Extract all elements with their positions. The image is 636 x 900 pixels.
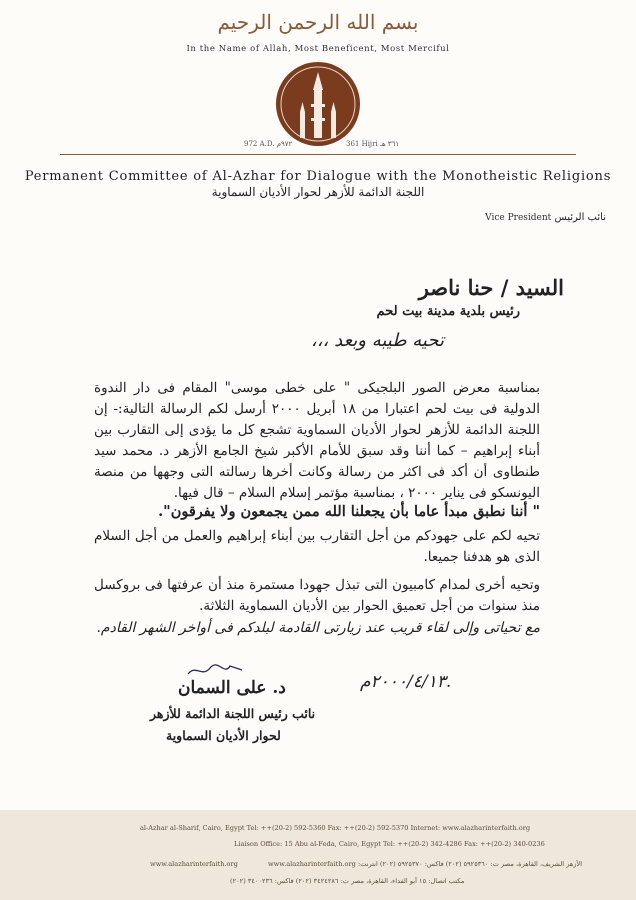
addressee-title: رئيس بلدية مدينة بيت لحم [376,304,520,319]
signatory-title-line-2: لحوار الأديان السماوية [166,728,281,743]
letterhead-footer [0,810,636,900]
footer-address-arabic: الأزهر الشريف، القاهرة، مصر ت: ٥٩٢٥٣٦٠ (٢٠٢) فاكس: ٥٩٢٥٣٧٠ (٢٠٢) انترنت: www.alazharinterfaith.org [268,860,583,868]
letter-paragraph-3: وتحيه أخرى لمدام كامبيون التى تبذل جهودا مستمرة منذ أن عرفتها فى بروكسل منذ سنوات من أجل تعميق الحوار بين الأديان السماوية الثلاثة. [94,577,540,614]
vice-president-english: Vice President [485,213,552,223]
footer-liaison-english: Liaison Office: 15 Abu al-Feda, Cairo, Egypt Tel: ++(20-2) 342-4286 Fax: ++(20-2) 340-0236 [234,840,545,848]
ad-year: 972 A.D. ٩٧٢م [244,140,293,148]
greeting: تحيه طيبه وبعد ،،، [311,330,444,351]
handwritten-signature-icon [186,660,244,680]
closing-line: مع تحياتى وإلى لقاء قريب عند زيارتى القادمة لبلدكم فى أواخر الشهر القادم. [96,620,540,636]
signatory-name: د. على السمان [178,678,286,698]
letter-paragraph-2: تحيه لكم على جهودكم من أجل التقارب بين أبناء إبراهيم والعمل من أجل السلام الذى هو هدفنا جميعا. [94,528,540,565]
al-azhar-seal-icon [274,60,362,148]
header-divider [60,154,576,155]
addressee-name: السيد / حنا ناصر [418,275,564,300]
letter-date: ٢٠٠٠/٤/١٣م. [360,672,452,692]
committee-name-english: Permanent Committee of Al-Azhar for Dialogue with the Monotheistic Religions [24,169,612,184]
footer-website: www.alazharinterfaith.org [150,860,238,868]
signatory-title-line-1: نائب رئيس اللجنة الدائمة للأزهر [150,706,316,721]
letter-paragraph-1: بمناسبة معرض الصور البلجيكى " على خطى موسى" المقام فى دار الندوة الدولية فى بيت لحم اعتبارا من ١٨ أبريل ٢٠٠٠ أرسل لكم الرسالة التالية:- إن اللجنة الدائمة للأزهر لحوار الأديان السماوية تشجع كل ما يؤدى إلى التقارب بين أبناء إبراهيم – كما أننا وقد سبق للأمام الأكبر شيخ الجامع الأزهر د. محمد سيد طنطاوى أن أكد فى اكثر من رسالة وكانت أخرها رسالته التى وجهها من منصة اليونسكو فى يناير ٢٠٠٠ ، بمناسبة مؤتمر إسلام السلام – قال فيها. [94,380,541,501]
hijri-year: 361 Hijri ٣٦١ هـ [346,140,400,148]
footer-liaison-arabic: مكتب اتصال: ١٥ أبو الفداء، القاهرة، مصر ت: ٣٤٢٤٢٨٦ (٢٠٢) فاكس: ٣٤٠٠٢٣٦ (٢٠٢) [230,877,465,885]
footer-address-english: al-Azhar al-Sharif, Cairo, Egypt Tel: ++(20-2) 592-5360 Fax: ++(20-2) 592-5370 Internet: www.alazharinterfaith.org [140,824,531,832]
basmala-english: In the Name of Allah, Most Beneficent, Most Merciful [186,44,450,54]
committee-name-arabic: اللجنة الدائمة للأزهر لحوار الأديان السماوية [211,185,425,199]
vice-president-label [479,212,606,223]
vice-president-arabic: نائب الرئيس [554,212,606,223]
basmala-arabic: بسم الله الرحمن الرحيم [217,10,419,34]
quote: " أننا نطبق مبدأ عاما بأن يجعلنا الله ممن يجمعون ولا يفرقون". [158,503,540,520]
